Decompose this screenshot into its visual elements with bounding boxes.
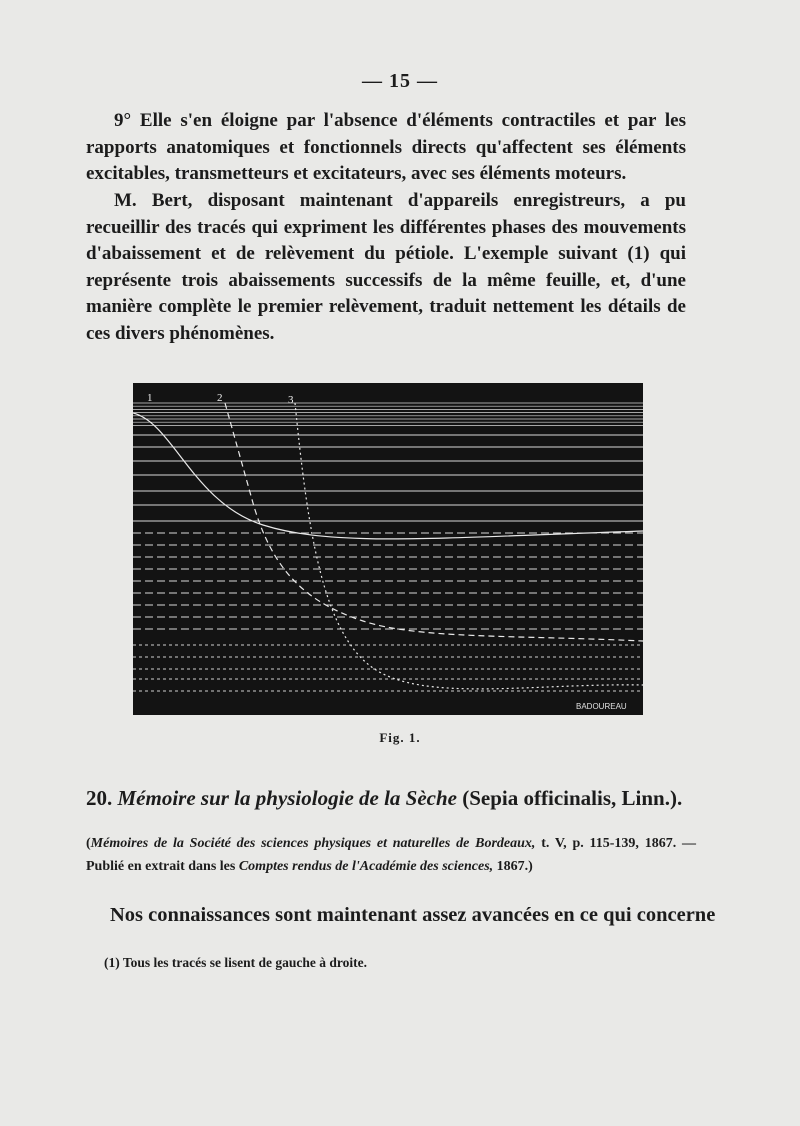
curve-label-1: 1: [147, 392, 153, 404]
reference-journal: Mémoires de la Société des sciences physiques et naturelles de Bordeaux,: [90, 836, 536, 851]
reference-comptes: Comptes rendus de l'Académie des sciences,: [238, 859, 494, 874]
paragraph-2: [86, 188, 686, 347]
engraver-signature: BADOUREAU: [576, 702, 627, 711]
paragraph-2-text: M. Bert, disposant maintenant d'appareils enregistreurs, a pu recueillir des tracés qui expriment les différentes phases des mouvements d'abaissement et de relèvement du pétiole. L'exemple suivant (1) qui représente trois abaissements successifs de la même feuille, et, d'une manière complète le premier relèvement, traduit nettement les détails de ces divers phénomènes.: [86, 190, 686, 344]
plate-background: [133, 383, 643, 715]
section-number: 20.: [86, 786, 113, 810]
bibliographic-reference: [86, 832, 696, 878]
paragraph-1-text: 9° Elle s'en éloigne par l'absence d'éléments contractiles et par les rapports anatomiques et fonctionnels directs qu'affectent ses éléments excitables, transmetteurs et excitateurs, avec ses éléments moteurs.: [86, 110, 686, 184]
page-number: — 15 —: [362, 70, 438, 92]
figure-tracing: [133, 383, 643, 715]
tracing-plate: [133, 383, 643, 715]
section-title-italic: Mémoire sur la physiologie de la Sèche: [117, 786, 457, 810]
section-heading: [86, 786, 706, 811]
reference-close: 1867.): [493, 859, 533, 874]
reference-volume: t. V, p. 115-139, 1867. — Publié en extrait dans les: [86, 836, 696, 874]
section-title-rest: (Sepia officinalis, Linn.).: [462, 786, 683, 810]
reference-open: (: [86, 836, 91, 851]
curve-label-3: 3: [288, 394, 294, 406]
figure-caption: Fig. 1.: [379, 730, 421, 745]
intro-line: Nos connaissances sont maintenant assez avancées en ce qui concerne: [110, 904, 716, 926]
footnote: (1) Tous les tracés se lisent de gauche à droite.: [104, 955, 367, 970]
paragraph-1: [86, 108, 686, 188]
curve-label-2: 2: [217, 392, 223, 404]
